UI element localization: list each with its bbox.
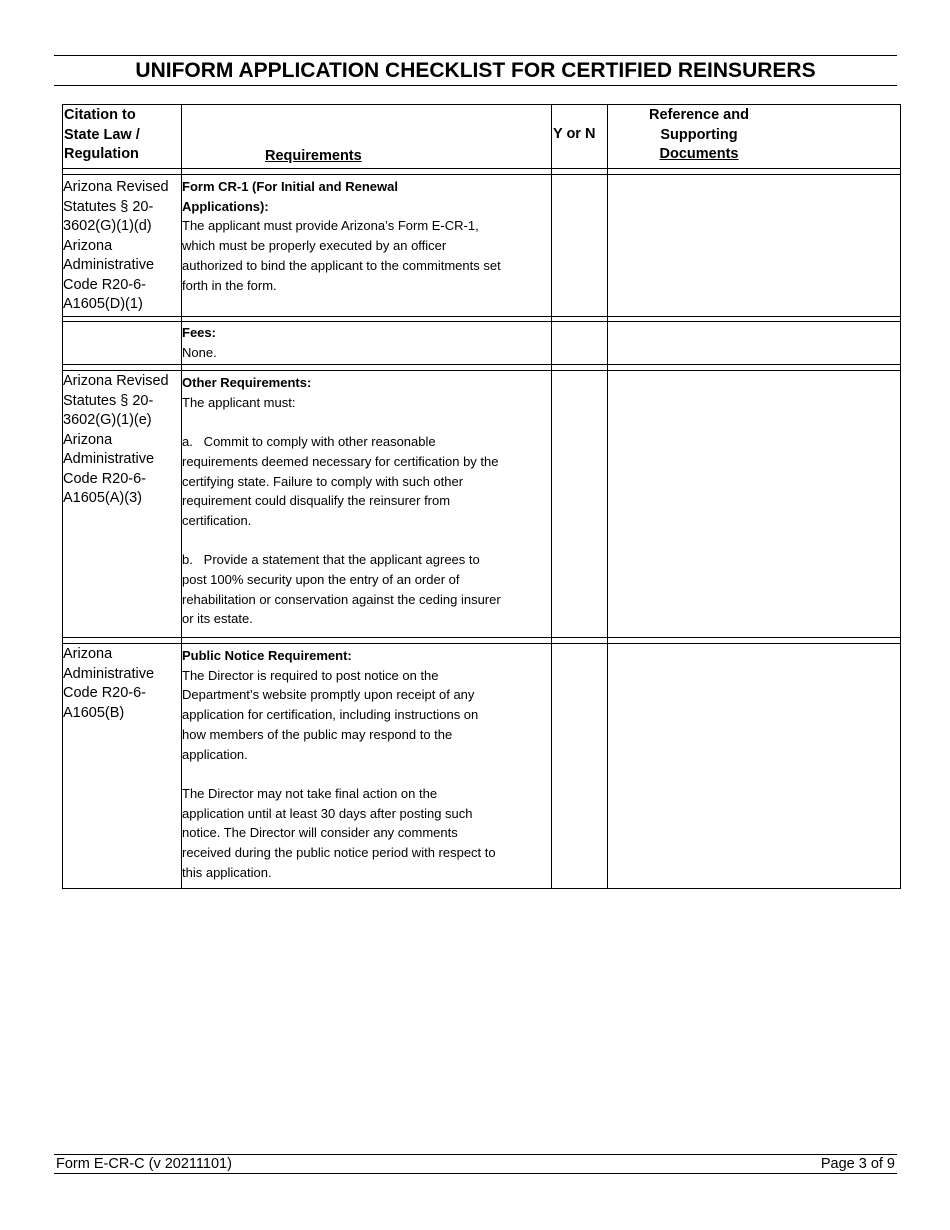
citation-line: Statutes § 20- bbox=[63, 392, 154, 409]
requirement-line: None. bbox=[182, 344, 217, 360]
citation-line: Administrative bbox=[63, 451, 155, 467]
header-reference-line: Supporting bbox=[660, 126, 738, 143]
citation-line: A1605(A)(3) bbox=[63, 490, 142, 506]
citation-line: Administrative bbox=[63, 665, 155, 682]
table-divider-3 bbox=[607, 104, 608, 888]
citation-line: Arizona bbox=[63, 646, 113, 662]
requirement-heading: Fees: bbox=[182, 325, 216, 340]
citation-line: Arizona Revised bbox=[63, 179, 169, 195]
requirement-line: The Director may not take final action on the bbox=[182, 785, 438, 801]
requirement-heading: Public Notice Requirement: bbox=[182, 648, 352, 663]
requirement-line: authorized to bind the applicant to the commitments set bbox=[182, 257, 501, 273]
requirement-line: a. Commit to comply with other reasonable bbox=[182, 434, 436, 450]
table-divider-2 bbox=[551, 104, 552, 888]
requirement-line: certification. bbox=[182, 512, 252, 528]
row-separator bbox=[62, 174, 901, 175]
requirement-line: b. Provide a statement that the applicant agrees to bbox=[182, 552, 480, 568]
requirement-line: this application. bbox=[182, 864, 272, 880]
requirement-line: requirement could disqualify the reinsurer from bbox=[182, 493, 451, 509]
header-reference-line: Documents bbox=[659, 146, 739, 162]
row-separator bbox=[62, 168, 901, 169]
footer-rule-bottom bbox=[54, 1173, 897, 1174]
page-title: UNIFORM APPLICATION CHECKLIST FOR CERTIFIED REINSURERS bbox=[135, 59, 816, 82]
row-1-requirement bbox=[182, 177, 550, 295]
title-rule-bottom bbox=[54, 85, 897, 86]
citation-line: Administrative bbox=[63, 257, 155, 273]
requirement-line: application until at least 30 days after posting such bbox=[182, 805, 473, 821]
row-separator bbox=[62, 370, 901, 371]
requirement-line: rehabilitation or conservation against the ceding insurer bbox=[182, 591, 501, 607]
requirement-heading: Applications): bbox=[182, 198, 269, 214]
citation-line: 3602(G)(1)(e) bbox=[63, 412, 152, 428]
row-3-requirement bbox=[182, 373, 550, 629]
header-y-or-n: Y or N bbox=[553, 126, 596, 142]
header-citation bbox=[64, 106, 179, 165]
requirement-line: how members of the public may respond to the bbox=[182, 726, 453, 742]
table-border-right bbox=[900, 104, 901, 888]
citation-line: Code R20-6- bbox=[63, 470, 147, 487]
citation-line: 3602(G)(1)(d) bbox=[63, 218, 152, 234]
footer-form-id: Form E-CR-C (v 20211101) bbox=[56, 1156, 232, 1172]
requirement-heading: Form CR-1 (For Initial and Renewal bbox=[182, 179, 398, 194]
requirement-line: The applicant must: bbox=[182, 394, 296, 410]
citation-line: A1605(D)(1) bbox=[63, 296, 143, 312]
citation-line: Arizona bbox=[63, 237, 113, 254]
paragraph-gap bbox=[182, 531, 550, 551]
header-citation-line: State Law / bbox=[64, 126, 140, 143]
paragraph-gap bbox=[182, 764, 550, 784]
requirement-line: which must be properly executed by an officer bbox=[182, 238, 447, 254]
row-separator bbox=[62, 316, 901, 317]
row-1-citation bbox=[63, 178, 180, 315]
requirement-line: forth in the form. bbox=[182, 277, 277, 293]
table-border-bottom bbox=[62, 888, 901, 889]
row-4-citation bbox=[63, 645, 180, 723]
requirement-line: or its estate. bbox=[182, 611, 253, 627]
footer-page-number: Page 3 of 9 bbox=[820, 1156, 895, 1172]
requirement-line: The applicant must provide Arizona’s Form E-CR-1, bbox=[182, 218, 479, 234]
row-separator bbox=[62, 321, 901, 322]
title-rule-top bbox=[54, 55, 897, 56]
requirement-line: The Director is required to post notice on the bbox=[182, 667, 439, 683]
row-4-requirement bbox=[182, 646, 550, 882]
citation-line: Code R20-6- bbox=[63, 276, 147, 293]
row-separator bbox=[62, 643, 901, 644]
requirement-line: requirements deemed necessary for certification by the bbox=[182, 453, 499, 469]
header-reference bbox=[609, 106, 789, 165]
citation-line: Arizona bbox=[63, 431, 113, 448]
requirement-line: post 100% security upon the entry of an order of bbox=[182, 572, 460, 587]
header-citation-line: Citation to bbox=[64, 107, 136, 123]
citation-line: Statutes § 20- bbox=[63, 198, 154, 215]
requirement-line: Department’s website promptly upon receipt of any bbox=[182, 687, 475, 703]
citation-line: A1605(B) bbox=[63, 704, 125, 721]
requirement-line: received during the public notice period with respect to bbox=[182, 845, 496, 861]
requirement-line: application. bbox=[182, 746, 248, 762]
row-separator bbox=[62, 637, 901, 638]
citation-line: Code R20-6- bbox=[63, 685, 147, 701]
requirement-line: certifying state. Failure to comply with such other bbox=[182, 473, 464, 489]
requirement-line: application for certification, including instructions on bbox=[182, 707, 479, 723]
row-2-requirement bbox=[182, 323, 550, 362]
row-separator bbox=[62, 364, 901, 365]
requirement-line: notice. The Director will consider any comments bbox=[182, 825, 458, 841]
row-3-citation bbox=[63, 372, 180, 509]
requirement-heading: Other Requirements: bbox=[182, 375, 312, 390]
header-citation-line: Regulation bbox=[64, 146, 139, 162]
header-reference-line: Reference and bbox=[649, 107, 749, 123]
paragraph-gap bbox=[182, 412, 550, 432]
table-border-top bbox=[62, 104, 901, 105]
header-requirements: Requirements bbox=[265, 148, 362, 164]
citation-line: Arizona Revised bbox=[63, 373, 169, 389]
